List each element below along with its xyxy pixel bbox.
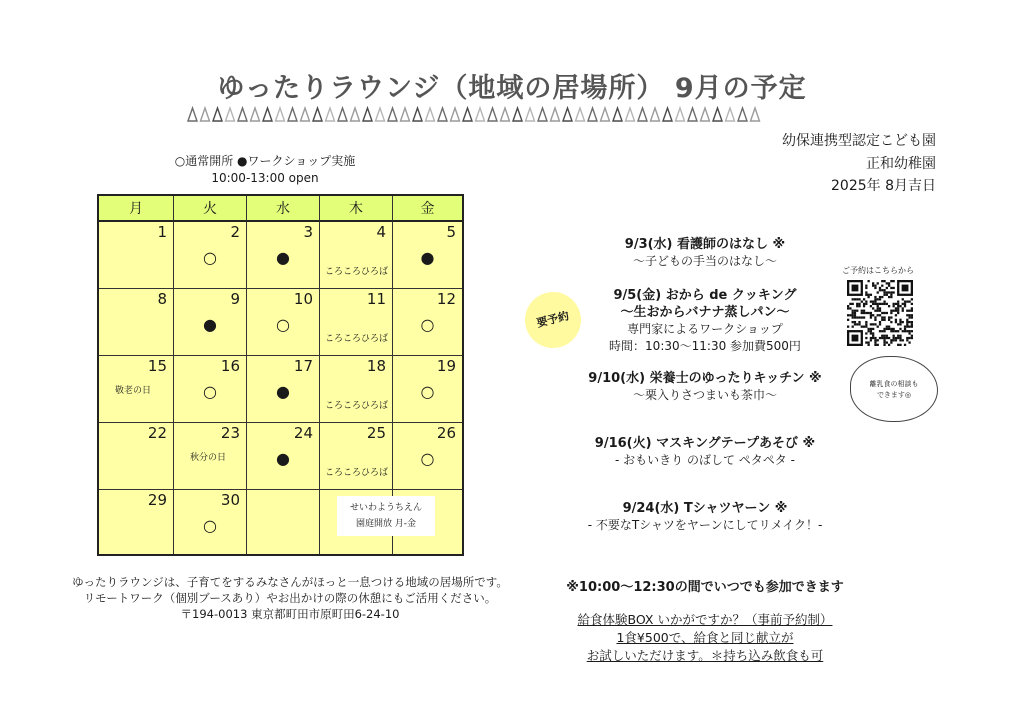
open-circle: ○ [420,449,435,468]
garland-triangle [663,108,672,121]
lounge-description [60,574,520,622]
garden-open-days: 園庭開放 月-金 [355,519,417,529]
day-number: 3 [303,223,313,241]
event-subtitle: ～栗入りさつまいも茶巾～ [632,388,777,402]
workshop-dot: ● [420,248,435,267]
calendar-day-cell [247,289,320,356]
garland-triangle [538,108,547,121]
day-number: 15 [147,357,167,375]
weekday-header: 金 [393,196,462,222]
garland-triangle [513,108,522,121]
calendar-day-cell [174,423,247,490]
calendar [97,194,464,556]
open-circle: ○ [420,382,435,401]
garland-triangle [313,108,322,121]
triangle-garland-decoration [186,106,766,122]
garland-triangle [688,108,697,121]
calendar-day-cell [320,356,393,423]
bubble-line1: 離乳食の相談も [869,380,919,388]
workshop-dot: ● [276,248,290,267]
garland-triangle [726,108,735,121]
day-number: 16 [220,357,240,375]
garland-triangle [526,108,535,121]
garland-triangle [413,108,422,121]
day-number: 18 [366,357,386,375]
garland-triangle [226,108,235,121]
day-note: ころころひろば [325,401,389,411]
kindergarten-garden-note [337,496,435,536]
day-note: ころころひろば [325,267,389,277]
calendar-day-cell [320,423,393,490]
workshop-dot: ● [276,449,290,468]
calendar-day-cell [174,289,247,356]
event-title: 9/3(水) 看護師のはなし ※ [624,237,786,252]
participation-note: ※10:00～12:30の間でいつでも参加できます [566,580,844,595]
garland-triangle [401,108,410,121]
calendar-day-cell [247,490,320,554]
calendar-day-cell [99,490,174,554]
garland-triangle [501,108,510,121]
event-title: 9/24(水) Tシャツヤーン ※ [622,501,788,516]
calendar-day-cell [247,356,320,423]
lunch-line2: 1食¥500で、給食と同じ献立が [616,630,794,645]
garland-triangle [751,108,760,121]
event-time-fee: 時間：10:30～11:30 参加費500円 [609,339,801,353]
event-title: 9/5(金) おから de クッキング [613,288,797,303]
calendar-day-cell [99,423,174,490]
weekday-header: 木 [320,196,393,222]
garland-triangle [676,108,685,121]
day-number: 2 [230,223,240,241]
garland-triangle [426,108,435,121]
garland-triangle [476,108,485,121]
calendar-day-cell [247,222,320,289]
garland-triangle [326,108,335,121]
issue-date: 2025年 8月吉日 [831,178,936,194]
day-note: 敬老の日 [115,386,152,396]
event-subtitle: - おもいきり のばして ペタペタ - [615,453,795,467]
garland-triangle [351,108,360,121]
calendar-day-cell [393,289,462,356]
day-number: 9 [230,290,240,308]
day-note: 秋分の日 [190,453,227,463]
calendar-day-cell [174,222,247,289]
speech-bubble [850,356,938,422]
calendar-day-cell [320,222,393,289]
legend [150,153,380,187]
garland-triangle [301,108,310,121]
reservation-required-badge: 要予約 [519,286,587,354]
day-number: 30 [220,491,240,509]
event-0924 [560,500,850,534]
event-subtitle: 専門家によるワークショップ [627,322,783,336]
event-subtitle: ～子どもの手当のはなし～ [632,254,777,268]
day-number: 25 [366,424,386,442]
open-circle: ○ [276,315,290,334]
description-line1: ゆったりラウンジは、子育てをするみなさんがほっと一息つける地域の居場所です。 [72,575,508,589]
qr-code-icon[interactable] [847,280,913,346]
day-number: 17 [293,357,313,375]
day-note: ころころひろば [325,334,389,344]
garland-triangle [488,108,497,121]
calendar-day-cell [393,423,462,490]
calendar-day-cell [320,289,393,356]
description-line2: リモートワーク（個別ブースあり）やお出かけの際の休憩にもご活用ください。 [83,591,497,605]
calendar-day-cell [174,356,247,423]
weekday-header: 火 [174,196,247,222]
garland-triangle [638,108,647,121]
garland-triangle [701,108,710,121]
qr-label: ご予約はこちらから [842,266,914,275]
page-title: ゆったりラウンジ（地域の居場所） 9月の予定 [217,73,807,104]
lunch-line1: 給食体験BOX いかがですか？（事前予約制） [577,612,833,627]
garland-triangle [388,108,397,121]
weekday-header: 水 [247,196,320,222]
day-number: 4 [376,223,386,241]
day-number: 11 [366,290,386,308]
garland-triangle [463,108,472,121]
open-circle: ○ [420,315,435,334]
calendar-day-cell [99,222,174,289]
garland-triangle [238,108,247,121]
event-title: 9/16(火) マスキングテープあそび ※ [594,436,816,451]
event-0903 [560,236,850,270]
garland-triangle [276,108,285,121]
open-circle: ○ [203,248,217,267]
garland-triangle [288,108,297,121]
garland-triangle [576,108,585,121]
open-circle: ○ [203,382,217,401]
garland-triangle [626,108,635,121]
legend-marks: ○通常開所 ●ワークショップ実施 [174,154,356,168]
calendar-day-cell [393,356,462,423]
day-number: 29 [147,491,167,509]
event-subtitle: - 不要なTシャツをヤーンにしてリメイク！- [587,518,823,532]
garland-triangle [201,108,210,121]
workshop-dot: ● [203,315,217,334]
event-0916 [560,435,850,469]
garland-triangle [251,108,260,121]
garland-triangle [263,108,272,121]
calendar-day-cell [99,356,174,423]
lunch-line3: お試しいただけます。＊持ち込み飲食も可 [586,648,824,663]
garland-triangle [563,108,572,121]
garland-triangle [188,108,197,121]
org-name-line2: 正和幼稚園 [866,156,936,172]
org-name-line1: 幼保連携型認定こども園 [782,133,936,149]
garland-triangle [338,108,347,121]
address: 〒194-0013 東京都町田市原町田6-24-10 [180,607,400,621]
bubble-line2: できます◎ [876,391,912,399]
garland-triangle [601,108,610,121]
day-number: 23 [220,424,240,442]
day-number: 24 [293,424,313,442]
weekday-header: 月 [99,196,174,222]
event-title-2: ～生おからバナナ蒸しパン～ [620,305,790,320]
day-number: 22 [147,424,167,442]
garland-triangle [376,108,385,121]
calendar-day-cell [247,423,320,490]
day-number: 19 [436,357,456,375]
day-number: 5 [446,223,456,241]
garland-triangle [213,108,222,121]
day-number: 26 [436,424,456,442]
legend-hours: 10:00-13:00 open [211,171,319,185]
garland-triangle [451,108,460,121]
day-number: 1 [157,223,167,241]
garland-triangle [438,108,447,121]
day-number: 10 [293,290,313,308]
day-note: ころころひろば [325,468,389,478]
event-title: 9/10(水) 栄養士のゆったりキッチン ※ [588,371,822,386]
garland-triangle [588,108,597,121]
calendar-day-cell [174,490,247,554]
event-0905 [560,287,850,355]
open-circle: ○ [203,516,217,535]
lunch-trial-box [540,611,870,665]
workshop-dot: ● [276,382,290,401]
garland-triangle [363,108,372,121]
garland-triangle [738,108,747,121]
day-number: 12 [436,290,456,308]
day-number: 8 [157,290,167,308]
garland-triangle [551,108,560,121]
event-0910 [560,370,850,404]
garland-triangle [713,108,722,121]
garland-triangle [613,108,622,121]
kindergarten-name: せいわようちえん [349,503,422,513]
calendar-day-cell [99,289,174,356]
calendar-day-cell [393,222,462,289]
garland-triangle [651,108,660,121]
